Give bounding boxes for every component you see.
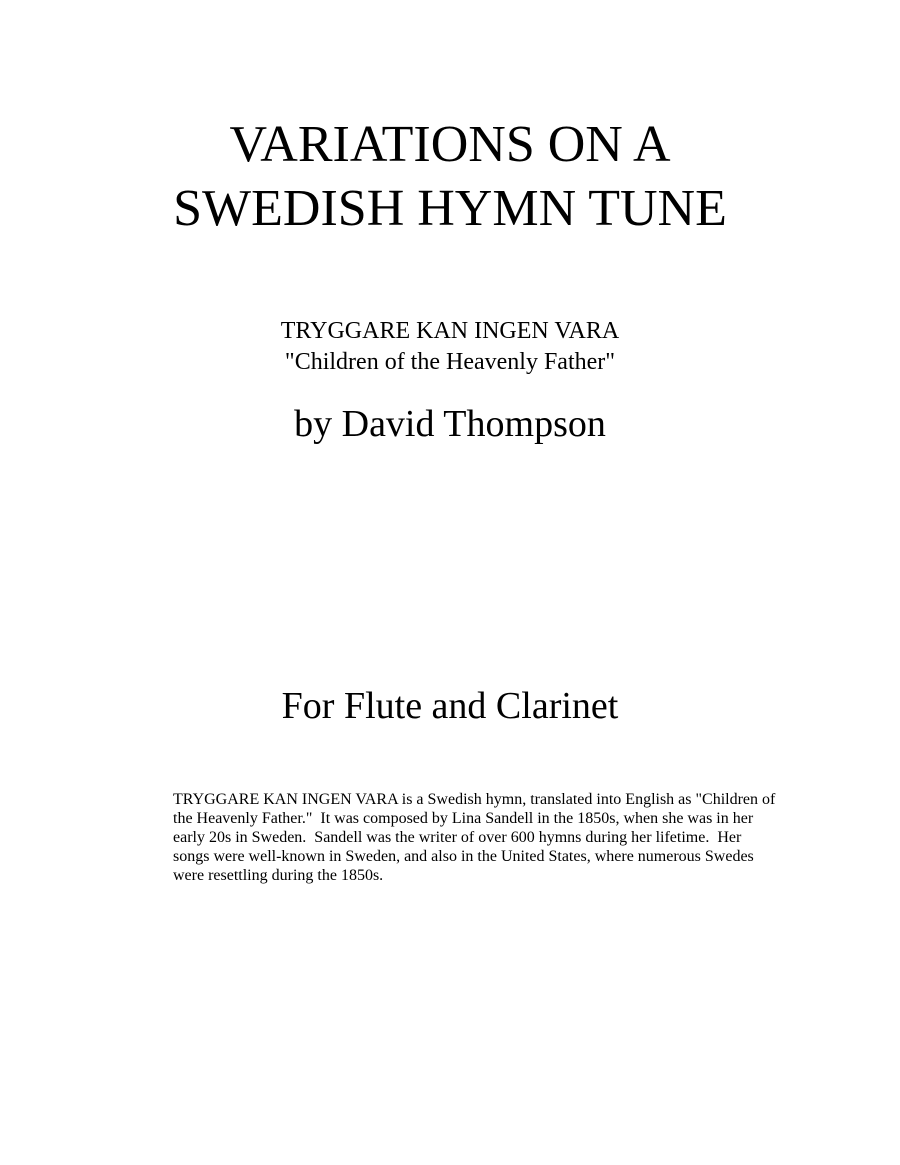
program-notes-line: TRYGGARE KAN INGEN VARA is a Swedish hymn, translated into English as "Children of <box>173 791 776 808</box>
program-notes-line: songs were well-known in Sweden, and also in the United States, where numerous Swedes <box>173 848 754 865</box>
title-line-2: SWEDISH HYMN TUNE <box>173 180 727 237</box>
program-notes <box>173 790 793 885</box>
hymn-tune-name: TRYGGARE KAN INGEN VARA <box>280 318 620 344</box>
instrumentation: For Flute and Clarinet <box>281 685 619 727</box>
program-notes-line: early 20s in Sweden. Sandell was the writer of over 600 hymns during her lifetime. Her <box>173 829 742 846</box>
title-line-1: VARIATIONS ON A <box>229 116 671 173</box>
program-notes-line: the Heavenly Father." It was composed by Lina Sandell in the 1850s, when she was in her <box>173 810 754 827</box>
composer-credit: by David Thompson <box>294 403 606 445</box>
program-notes-line: were resettling during the 1850s. <box>173 867 384 884</box>
english-hymn-title: "Children of the Heavenly Father" <box>284 349 616 375</box>
